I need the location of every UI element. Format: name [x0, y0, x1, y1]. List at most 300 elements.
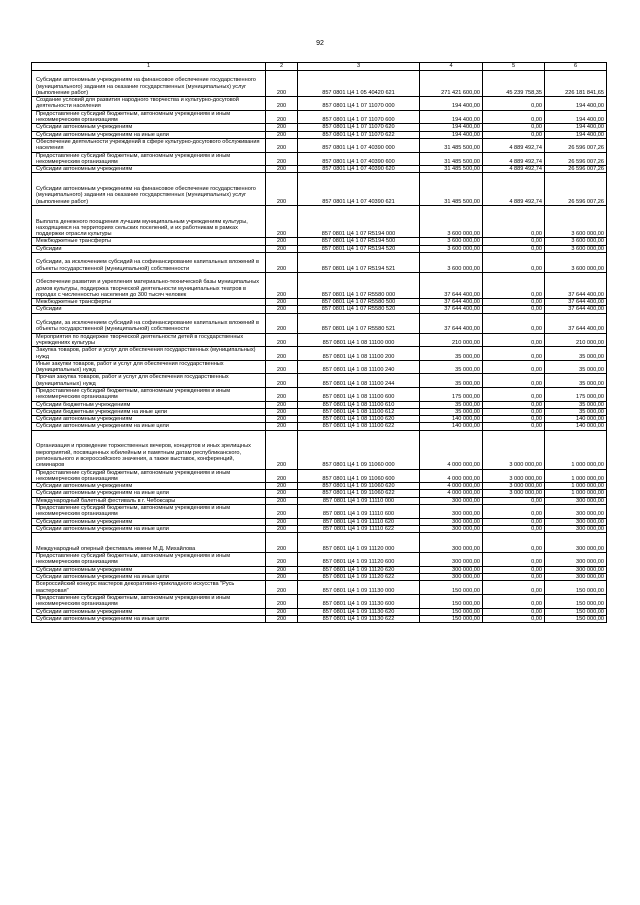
row-executed-cell: 45 239 758,35	[483, 71, 545, 97]
row-classification-cell: 857 0801 Ц4 1 08 11100 600	[298, 387, 420, 401]
row-classification-cell: 857 0801 Ц4 1 07 R5580 500	[298, 299, 420, 306]
row-remaining-cell: 3 600 000,00	[545, 238, 607, 245]
row-remaining-cell: 175 000,00	[545, 387, 607, 401]
row-code-cell: 200	[266, 333, 298, 347]
row-name-cell: Субсидии автономным учреждениям на иные цели	[32, 490, 266, 497]
row-remaining-cell: 35 000,00	[545, 408, 607, 415]
row-classification-cell: 857 0801 Ц4 1 08 11100 610	[298, 401, 420, 408]
table-row	[32, 238, 607, 245]
table-row	[32, 272, 607, 298]
row-code-cell: 200	[266, 238, 298, 245]
row-code-cell: 200	[266, 110, 298, 124]
row-code-cell: 200	[266, 594, 298, 608]
header-cell: 2	[266, 63, 298, 71]
row-executed-cell: 0,00	[483, 387, 545, 401]
row-remaining-cell: 35 000,00	[545, 360, 607, 374]
row-classification-cell: 857 0801 Ц4 1 09 11120 622	[298, 574, 420, 581]
row-name-cell: Субсидии, за исключением субсидий на софинансирование капитальных вложений в объекты государственной (муниципальной) собственности	[32, 313, 266, 333]
row-remaining-cell: 300 000,00	[545, 525, 607, 532]
row-name-cell: Организация и проведение торжественных вечеров, концертов и иных зрелищных мероприятий, посвященных юбилейным и памятным датам республиканского, регионального и всероссийского значения, а также выставок, конференций, семинаров	[32, 430, 266, 469]
table-row	[32, 608, 607, 615]
row-remaining-cell: 1 000 000,00	[545, 430, 607, 469]
row-code-cell: 200	[266, 71, 298, 97]
row-remaining-cell: 26 596 007,26	[545, 138, 607, 152]
table-row	[32, 483, 607, 490]
row-executed-cell: 0,00	[483, 131, 545, 138]
row-executed-cell: 0,00	[483, 608, 545, 615]
table-row	[32, 387, 607, 401]
row-approved-cell: 35 000,00	[420, 408, 483, 415]
row-executed-cell: 0,00	[483, 124, 545, 131]
table-row	[32, 333, 607, 347]
row-remaining-cell: 150 000,00	[545, 615, 607, 622]
row-approved-cell: 194 400,00	[420, 131, 483, 138]
row-name-cell: Субсидии бюджетным учреждениям	[32, 401, 266, 408]
row-code-cell: 200	[266, 615, 298, 622]
row-executed-cell: 0,00	[483, 306, 545, 313]
row-classification-cell: 857 0801 Ц4 1 07 40390 000	[298, 138, 420, 152]
row-code-cell: 200	[266, 205, 298, 238]
row-code-cell: 200	[266, 245, 298, 252]
row-name-cell: Предоставление субсидий бюджетным, автономным учреждениям и иным некоммерческим организациям	[32, 387, 266, 401]
row-approved-cell: 300 000,00	[420, 518, 483, 525]
row-name-cell: Субсидии автономным учреждениям на иные цели	[32, 525, 266, 532]
row-classification-cell: 857 0801 Ц4 1 09 11130 600	[298, 594, 420, 608]
row-executed-cell: 0,00	[483, 238, 545, 245]
row-code-cell: 200	[266, 299, 298, 306]
row-approved-cell: 300 000,00	[420, 553, 483, 567]
row-approved-cell: 31 485 500,00	[420, 152, 483, 166]
row-name-cell: Всероссийский конкурс мастеров декоративно-прикладного искусства "Русь мастеровая"	[32, 581, 266, 595]
header-cell: 1	[32, 63, 266, 71]
row-code-cell: 200	[266, 533, 298, 553]
row-name-cell: Субсидии	[32, 245, 266, 252]
row-classification-cell: 857 0801 Ц4 1 08 11100 244	[298, 374, 420, 388]
row-name-cell: Субсидии автономным учреждениям на иные цели	[32, 574, 266, 581]
row-code-cell: 200	[266, 272, 298, 298]
row-approved-cell: 35 000,00	[420, 401, 483, 408]
row-executed-cell: 3 000 000,00	[483, 469, 545, 483]
row-code-cell: 200	[266, 124, 298, 131]
row-code-cell: 200	[266, 469, 298, 483]
row-classification-cell: 857 0801 Ц4 1 09 11110 620	[298, 518, 420, 525]
row-classification-cell: 857 0801 Ц4 1 07 11070 000	[298, 97, 420, 111]
row-code-cell: 200	[266, 430, 298, 469]
row-approved-cell: 4 000 000,00	[420, 490, 483, 497]
row-name-cell: Иные закупки товаров, работ и услуг для обеспечения государственных (муниципальных) нужд	[32, 360, 266, 374]
table-row	[32, 581, 607, 595]
row-remaining-cell: 37 644 400,00	[545, 272, 607, 298]
row-classification-cell: 857 0801 Ц4 1 05 40420 621	[298, 71, 420, 97]
table-row	[32, 566, 607, 573]
row-name-cell: Субсидии, за исключением субсидий на софинансирование капитальных вложений в объекты государственной (муниципальной) собственности	[32, 253, 266, 273]
row-remaining-cell: 35 000,00	[545, 401, 607, 408]
row-classification-cell: 857 0801 Ц4 1 08 11100 200	[298, 347, 420, 361]
row-name-cell: Обеспечение развития и укрепления материально-технической базы муниципальных домов культуры, поддержка творческой деятельности муниципальных театров в городах с численностью населения до 300 тысяч человек	[32, 272, 266, 298]
row-name-cell: Субсидии автономным учреждениям на финансовое обеспечение государственного (муниципального) задания на оказание государственных (муниципальных) услуг (выполнение работ)	[32, 71, 266, 97]
row-remaining-cell: 1 000 000,00	[545, 483, 607, 490]
table-row	[32, 574, 607, 581]
row-classification-cell: 857 0801 Ц4 1 09 11120 000	[298, 533, 420, 553]
row-executed-cell: 0,00	[483, 97, 545, 111]
row-code-cell: 200	[266, 518, 298, 525]
table-row	[32, 253, 607, 273]
row-approved-cell: 150 000,00	[420, 615, 483, 622]
table-row	[32, 615, 607, 622]
row-executed-cell: 0,00	[483, 360, 545, 374]
row-approved-cell: 300 000,00	[420, 566, 483, 573]
row-code-cell: 200	[266, 138, 298, 152]
row-code-cell: 200	[266, 387, 298, 401]
row-classification-cell: 857 0801 Ц4 1 09 11120 620	[298, 566, 420, 573]
row-remaining-cell: 300 000,00	[545, 574, 607, 581]
table-row	[32, 594, 607, 608]
row-executed-cell: 0,00	[483, 566, 545, 573]
row-name-cell: Субсидии автономным учреждениям	[32, 566, 266, 573]
row-classification-cell: 857 0801 Ц4 1 09 11130 000	[298, 581, 420, 595]
row-remaining-cell: 140 000,00	[545, 416, 607, 423]
row-approved-cell: 4 000 000,00	[420, 483, 483, 490]
row-executed-cell: 4 889 492,74	[483, 166, 545, 173]
row-classification-cell: 857 0801 Ц4 1 07 R5194 500	[298, 238, 420, 245]
table-row	[32, 525, 607, 532]
row-executed-cell: 0,00	[483, 518, 545, 525]
row-name-cell: Субсидии автономным учреждениям	[32, 608, 266, 615]
row-remaining-cell: 37 644 400,00	[545, 306, 607, 313]
row-remaining-cell: 26 596 007,26	[545, 152, 607, 166]
table-row	[32, 408, 607, 415]
row-code-cell: 200	[266, 574, 298, 581]
table-row	[32, 124, 607, 131]
row-remaining-cell: 300 000,00	[545, 518, 607, 525]
row-executed-cell: 0,00	[483, 594, 545, 608]
header-cell: 6	[545, 63, 607, 71]
table-row	[32, 497, 607, 504]
row-approved-cell: 3 600 000,00	[420, 238, 483, 245]
row-remaining-cell: 210 000,00	[545, 333, 607, 347]
row-approved-cell: 194 400,00	[420, 97, 483, 111]
table-row	[32, 313, 607, 333]
row-code-cell: 200	[266, 490, 298, 497]
row-remaining-cell: 300 000,00	[545, 566, 607, 573]
table-row	[32, 306, 607, 313]
row-code-cell: 200	[266, 97, 298, 111]
budget-table-body	[32, 63, 607, 623]
row-name-cell: Субсидии автономным учреждениям	[32, 166, 266, 173]
row-executed-cell: 0,00	[483, 553, 545, 567]
row-remaining-cell: 194 400,00	[545, 97, 607, 111]
row-classification-cell: 857 0801 Ц4 1 07 11070 600	[298, 110, 420, 124]
row-approved-cell: 210 000,00	[420, 333, 483, 347]
row-name-cell: Предоставление субсидий бюджетным, автономным учреждениям и иным некоммерческим организациям	[32, 505, 266, 519]
row-name-cell: Выплата денежного поощрения лучшим муниципальным учреждениям культуры, находящимся на территориях сельских поселений, и их работникам в рамках поддержки отрасли культуры	[32, 205, 266, 238]
row-remaining-cell: 194 400,00	[545, 110, 607, 124]
row-approved-cell: 194 400,00	[420, 124, 483, 131]
row-name-cell: Международный балетный фестиваль в г. Чебоксары	[32, 497, 266, 504]
row-name-cell: Межбюджетные трансферты	[32, 299, 266, 306]
row-classification-cell: 857 0801 Ц4 1 08 11100 240	[298, 360, 420, 374]
table-row	[32, 166, 607, 173]
row-name-cell: Предоставление субсидий бюджетным, автономным учреждениям и иным некоммерческим организациям	[32, 152, 266, 166]
row-approved-cell: 3 600 000,00	[420, 245, 483, 252]
row-classification-cell: 857 0801 Ц4 1 07 11070 620	[298, 124, 420, 131]
row-name-cell: Субсидии	[32, 306, 266, 313]
row-executed-cell: 0,00	[483, 374, 545, 388]
row-classification-cell: 857 0801 Ц4 1 07 40390 600	[298, 152, 420, 166]
row-remaining-cell: 1 000 000,00	[545, 469, 607, 483]
row-classification-cell: 857 0801 Ц4 1 07 11070 622	[298, 131, 420, 138]
row-classification-cell: 857 0801 Ц4 1 07 R5580 520	[298, 306, 420, 313]
row-remaining-cell: 150 000,00	[545, 594, 607, 608]
row-executed-cell: 0,00	[483, 533, 545, 553]
row-approved-cell: 4 000 000,00	[420, 430, 483, 469]
row-remaining-cell: 35 000,00	[545, 374, 607, 388]
table-row	[32, 173, 607, 206]
row-name-cell: Субсидии автономным учреждениям на финансовое обеспечение государственного (муниципального) задания на оказание государственных (муниципальных) услуг (выполнение работ)	[32, 173, 266, 206]
row-classification-cell: 857 0801 Ц4 1 09 11110 622	[298, 525, 420, 532]
row-remaining-cell: 300 000,00	[545, 505, 607, 519]
row-executed-cell: 0,00	[483, 416, 545, 423]
table-row	[32, 423, 607, 430]
row-classification-cell: 857 0801 Ц4 1 08 11100 612	[298, 408, 420, 415]
table-row	[32, 347, 607, 361]
row-code-cell: 200	[266, 360, 298, 374]
row-executed-cell: 0,00	[483, 253, 545, 273]
row-classification-cell: 857 0801 Ц4 1 09 11060 622	[298, 490, 420, 497]
row-code-cell: 200	[266, 608, 298, 615]
row-code-cell: 200	[266, 566, 298, 573]
row-code-cell: 200	[266, 483, 298, 490]
row-executed-cell: 0,00	[483, 423, 545, 430]
table-row	[32, 374, 607, 388]
row-remaining-cell: 35 000,00	[545, 347, 607, 361]
row-approved-cell: 31 485 500,00	[420, 166, 483, 173]
row-executed-cell: 0,00	[483, 497, 545, 504]
row-approved-cell: 150 000,00	[420, 581, 483, 595]
row-code-cell: 200	[266, 131, 298, 138]
row-code-cell: 200	[266, 173, 298, 206]
table-row	[32, 299, 607, 306]
row-executed-cell: 0,00	[483, 615, 545, 622]
row-approved-cell: 194 400,00	[420, 110, 483, 124]
table-row	[32, 505, 607, 519]
row-approved-cell: 37 644 400,00	[420, 299, 483, 306]
table-row	[32, 110, 607, 124]
row-executed-cell: 0,00	[483, 299, 545, 306]
table-row	[32, 97, 607, 111]
row-code-cell: 200	[266, 581, 298, 595]
row-classification-cell: 857 0801 Ц4 1 09 11060 620	[298, 483, 420, 490]
table-row	[32, 490, 607, 497]
row-classification-cell: 857 0801 Ц4 1 07 40390 620	[298, 166, 420, 173]
row-code-cell: 200	[266, 306, 298, 313]
row-remaining-cell: 300 000,00	[545, 497, 607, 504]
page-number: 92	[316, 40, 324, 47]
row-remaining-cell: 3 600 000,00	[545, 245, 607, 252]
row-classification-cell: 857 0801 Ц4 1 08 11100 000	[298, 333, 420, 347]
header-cell: 4	[420, 63, 483, 71]
row-name-cell: Субсидии автономным учреждениям	[32, 416, 266, 423]
row-executed-cell: 0,00	[483, 525, 545, 532]
row-executed-cell: 0,00	[483, 408, 545, 415]
table-row	[32, 469, 607, 483]
row-code-cell: 200	[266, 525, 298, 532]
row-approved-cell: 300 000,00	[420, 533, 483, 553]
row-approved-cell: 175 000,00	[420, 387, 483, 401]
row-approved-cell: 150 000,00	[420, 608, 483, 615]
row-remaining-cell: 194 400,00	[545, 124, 607, 131]
row-approved-cell: 35 000,00	[420, 374, 483, 388]
table-row	[32, 205, 607, 238]
row-approved-cell: 3 600 000,00	[420, 205, 483, 238]
row-remaining-cell: 300 000,00	[545, 533, 607, 553]
header-cell: 5	[483, 63, 545, 71]
row-approved-cell: 271 421 600,00	[420, 71, 483, 97]
row-remaining-cell: 1 000 000,00	[545, 490, 607, 497]
row-code-cell: 200	[266, 166, 298, 173]
row-classification-cell: 857 0801 Ц4 1 08 11100 620	[298, 416, 420, 423]
row-code-cell: 200	[266, 374, 298, 388]
row-executed-cell: 0,00	[483, 401, 545, 408]
row-code-cell: 200	[266, 313, 298, 333]
row-classification-cell: 857 0801 Ц4 1 08 11100 622	[298, 423, 420, 430]
table-row	[32, 152, 607, 166]
table-row	[32, 138, 607, 152]
row-classification-cell: 857 0801 Ц4 1 09 11130 622	[298, 615, 420, 622]
row-approved-cell: 37 644 400,00	[420, 313, 483, 333]
row-remaining-cell: 37 644 400,00	[545, 299, 607, 306]
row-remaining-cell: 26 596 007,26	[545, 173, 607, 206]
row-name-cell: Межбюджетные трансферты	[32, 238, 266, 245]
row-executed-cell: 0,00	[483, 347, 545, 361]
row-approved-cell: 31 485 500,00	[420, 138, 483, 152]
row-remaining-cell: 37 644 400,00	[545, 313, 607, 333]
row-classification-cell: 857 0801 Ц4 1 09 11060 600	[298, 469, 420, 483]
row-approved-cell: 300 000,00	[420, 497, 483, 504]
row-remaining-cell: 3 600 000,00	[545, 253, 607, 273]
row-code-cell: 200	[266, 416, 298, 423]
row-executed-cell: 3 000 000,00	[483, 430, 545, 469]
row-name-cell: Закупка товаров, работ и услуг для обеспечения государственных (муниципальных) нужд	[32, 347, 266, 361]
row-approved-cell: 31 485 500,00	[420, 173, 483, 206]
row-classification-cell: 857 0801 Ц4 1 09 11110 600	[298, 505, 420, 519]
row-remaining-cell: 3 600 000,00	[545, 205, 607, 238]
row-name-cell: Предоставление субсидий бюджетным, автономным учреждениям и иным некоммерческим организациям	[32, 469, 266, 483]
row-name-cell: Создание условий для развития народного творчества и культурно-досуговой деятельности населения	[32, 97, 266, 111]
row-approved-cell: 140 000,00	[420, 416, 483, 423]
row-classification-cell: 857 0801 Ц4 1 09 11060 000	[298, 430, 420, 469]
row-classification-cell: 857 0801 Ц4 1 07 R5194 000	[298, 205, 420, 238]
row-approved-cell: 35 000,00	[420, 347, 483, 361]
table-row	[32, 533, 607, 553]
row-executed-cell: 0,00	[483, 333, 545, 347]
row-name-cell: Субсидии автономным учреждениям	[32, 124, 266, 131]
row-classification-cell: 857 0801 Ц4 1 07 R5194 520	[298, 245, 420, 252]
row-name-cell: Субсидии автономным учреждениям на иные цели	[32, 615, 266, 622]
table-header-row	[32, 63, 607, 71]
row-remaining-cell: 150 000,00	[545, 608, 607, 615]
row-code-cell: 200	[266, 423, 298, 430]
row-approved-cell: 300 000,00	[420, 525, 483, 532]
row-name-cell: Субсидии автономным учреждениям на иные цели	[32, 131, 266, 138]
row-approved-cell: 4 000 000,00	[420, 469, 483, 483]
row-executed-cell: 0,00	[483, 574, 545, 581]
row-code-cell: 200	[266, 401, 298, 408]
table-row	[32, 401, 607, 408]
table-row	[32, 71, 607, 97]
row-executed-cell: 0,00	[483, 505, 545, 519]
row-name-cell: Предоставление субсидий бюджетным, автономным учреждениям и иным некоммерческим организациям	[32, 594, 266, 608]
row-classification-cell: 857 0801 Ц4 1 09 11120 600	[298, 553, 420, 567]
row-remaining-cell: 140 000,00	[545, 423, 607, 430]
row-name-cell: Субсидии бюджетным учреждениям на иные цели	[32, 408, 266, 415]
row-executed-cell: 3 000 000,00	[483, 490, 545, 497]
row-approved-cell: 300 000,00	[420, 505, 483, 519]
row-name-cell: Международный оперный фестиваль имени М.Д. Михайлова	[32, 533, 266, 553]
row-executed-cell: 4 889 492,74	[483, 138, 545, 152]
row-approved-cell: 150 000,00	[420, 594, 483, 608]
row-executed-cell: 4 889 492,74	[483, 152, 545, 166]
row-executed-cell: 0,00	[483, 245, 545, 252]
row-name-cell: Мероприятия по поддержке творческой деятельности детей в государственных учреждениях культуры	[32, 333, 266, 347]
row-approved-cell: 140 000,00	[420, 423, 483, 430]
row-name-cell: Прочая закупка товаров, работ и услуг для обеспечения государственных (муниципальных) нужд	[32, 374, 266, 388]
header-cell: 3	[298, 63, 420, 71]
row-approved-cell: 3 600 000,00	[420, 253, 483, 273]
row-code-cell: 200	[266, 253, 298, 273]
row-executed-cell: 0,00	[483, 110, 545, 124]
table-row	[32, 131, 607, 138]
row-name-cell: Субсидии автономным учреждениям на иные цели	[32, 423, 266, 430]
row-remaining-cell: 194 400,00	[545, 131, 607, 138]
row-classification-cell: 857 0801 Ц4 1 09 11130 620	[298, 608, 420, 615]
table-row	[32, 416, 607, 423]
row-executed-cell: 3 000 000,00	[483, 483, 545, 490]
row-code-cell: 200	[266, 553, 298, 567]
row-name-cell: Субсидии автономным учреждениям	[32, 483, 266, 490]
table-row	[32, 430, 607, 469]
table-row	[32, 518, 607, 525]
row-code-cell: 200	[266, 152, 298, 166]
row-executed-cell: 0,00	[483, 272, 545, 298]
row-executed-cell: 0,00	[483, 205, 545, 238]
row-code-cell: 200	[266, 408, 298, 415]
row-approved-cell: 35 000,00	[420, 360, 483, 374]
row-code-cell: 200	[266, 505, 298, 519]
table-row	[32, 553, 607, 567]
budget-table	[31, 62, 607, 623]
row-classification-cell: 857 0801 Ц4 1 07 R5580 000	[298, 272, 420, 298]
row-classification-cell: 857 0801 Ц4 1 07 R5580 521	[298, 313, 420, 333]
row-classification-cell: 857 0801 Ц4 1 09 11110 000	[298, 497, 420, 504]
row-executed-cell: 0,00	[483, 313, 545, 333]
row-name-cell: Предоставление субсидий бюджетным, автономным учреждениям и иным некоммерческим организациям	[32, 553, 266, 567]
row-approved-cell: 300 000,00	[420, 574, 483, 581]
row-remaining-cell: 300 000,00	[545, 553, 607, 567]
row-classification-cell: 857 0801 Ц4 1 07 40390 621	[298, 173, 420, 206]
table-row	[32, 360, 607, 374]
row-approved-cell: 37 644 400,00	[420, 272, 483, 298]
row-classification-cell: 857 0801 Ц4 1 07 R5194 521	[298, 253, 420, 273]
row-name-cell: Субсидии автономным учреждениям	[32, 518, 266, 525]
row-remaining-cell: 226 181 841,65	[545, 71, 607, 97]
row-remaining-cell: 150 000,00	[545, 581, 607, 595]
row-remaining-cell: 26 596 007,26	[545, 166, 607, 173]
row-approved-cell: 37 644 400,00	[420, 306, 483, 313]
table-row	[32, 245, 607, 252]
row-code-cell: 200	[266, 347, 298, 361]
row-executed-cell: 4 889 492,74	[483, 173, 545, 206]
